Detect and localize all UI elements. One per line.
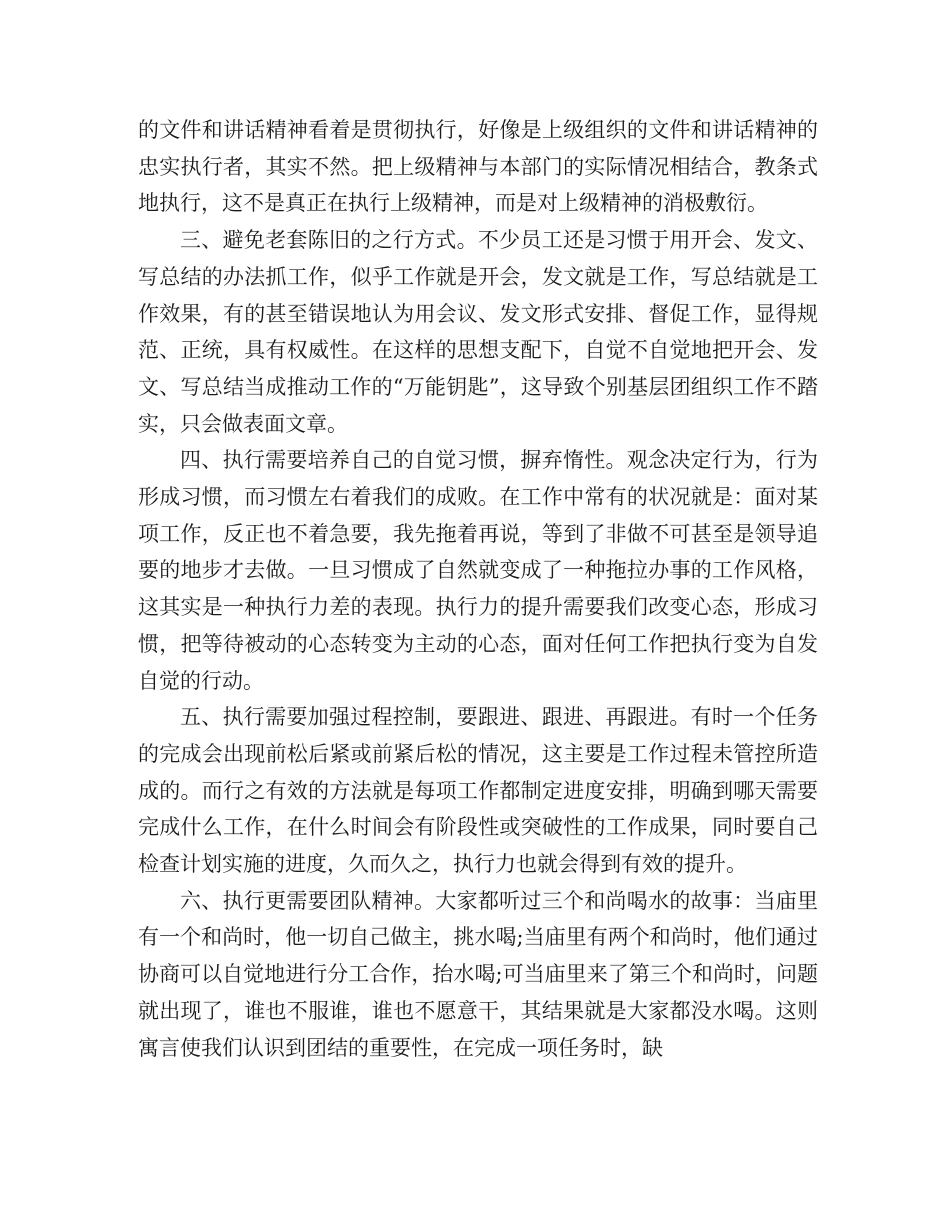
paragraph-section-6: 六、执行更需要团队精神。大家都听过三个和尚喝水的故事：当庙里有一个和尚时，他一切自己做主，挑水喝;当庙里有两个和尚时，他们通过协商可以自觉地进行分工合作，抬水喝;可当庙里来了第三个和尚时，问题就出现了，谁也不服谁，谁也不愿意干，其结果就是大家都没水喝。这则寓言使我们认识到团结的重要性，在完成一项任务时，缺 [138,888,818,1060]
paragraph-section-4: 四、执行需要培养自己的自觉习惯，摒弃惰性。观念决定行为，行为形成习惯，而习惯左右着我们的成败。在工作中常有的状况就是：面对某项工作，反正也不着急要，我先拖着再说，等到了非做不可甚至是领导追要的地步才去做。一旦习惯成了自然就变成了一种拖拉办事的工作风格，这其实是一种执行力差的表现。执行力的提升需要我们改变心态，形成习惯，把等待被动的心态转变为主动的心态，面对任何工作把执行变为自发自觉的行动。 [138,448,818,693]
paragraph-section-3: 三、避免老套陈旧的之行方式。不少员工还是习惯于用开会、发文、写总结的办法抓工作，似乎工作就是开会，发文就是工作，写总结就是工作效果，有的甚至错误地认为用会议、发文形式安排、督促工作，显得规范、正统，具有权威性。在这样的思想支配下，自觉不自觉地把开会、发文、写总结当成推动工作的“万能钥匙”，这导致个别基层团组织工作不踏实，只会做表面文章。 [138,228,818,436]
paragraph-section-5: 五、执行需要加强过程控制，要跟进、跟进、再跟进。有时一个任务的完成会出现前松后紧或前紧后松的情况，这主要是工作过程未管控所造成的。而行之有效的方法就是每项工作都制定进度安排，明确到哪天需要完成什么工作，在什么时间会有阶段性或突破性的工作成果，同时要自己检查计划实施的进度，久而久之，执行力也就会得到有效的提升。 [138,705,818,877]
body-text [138,112,818,1066]
paragraph-continuation: 的文件和讲话精神看着是贯彻执行，好像是上级组织的文件和讲话精神的忠实执行者，其实不然。把上级精神与本部门的实际情况相结合，教条式地执行，这不是真正在执行上级精神，而是对上级精神的消极敷衍。 [138,118,818,216]
